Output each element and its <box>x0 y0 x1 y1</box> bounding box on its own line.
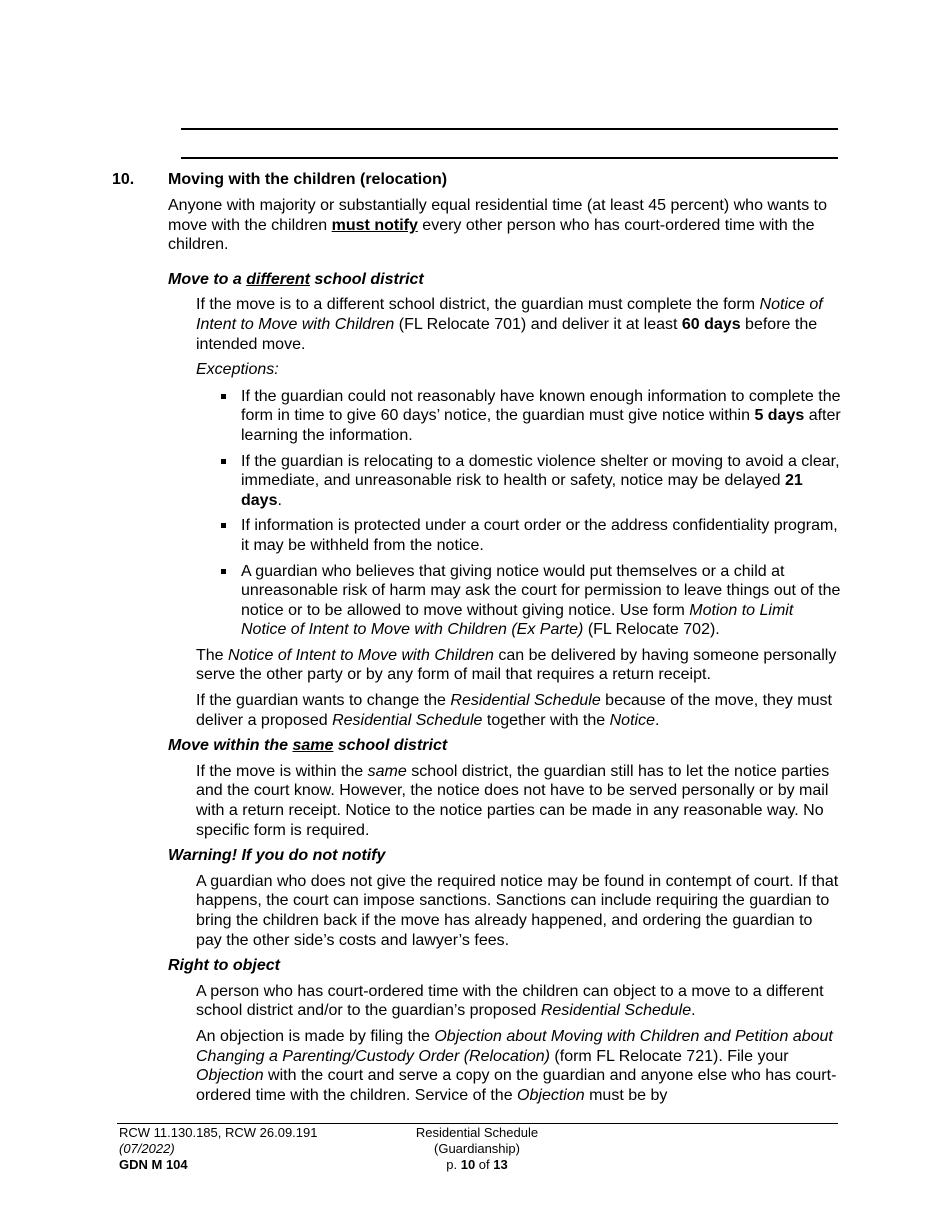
schedule-paragraph <box>196 691 842 730</box>
text: together with the <box>482 711 610 729</box>
delivery-paragraph <box>196 646 842 685</box>
list-item <box>241 562 842 640</box>
text: because of the move, they must deliver a proposed <box>196 692 832 729</box>
form-name: Objection <box>196 1067 264 1085</box>
page-footer <box>117 1123 838 1172</box>
text: . <box>691 1002 696 1020</box>
form-name: Objection about Moving with Children and Petition about Changing a Parenting/Custody Order (Relocation) <box>196 1027 833 1065</box>
section-number: 10. <box>112 171 135 188</box>
text: before the intended move. <box>196 315 818 353</box>
intro-paragraph <box>168 196 842 255</box>
exceptions-label: Exceptions: <box>196 361 279 379</box>
bullet-square-icon <box>221 459 226 464</box>
footer-doc-subtitle: (Guardianship) <box>434 1141 520 1156</box>
text: If the guardian could not reasonably have known enough information to complete the form in time to give 60 days’ notice, the guardian must give notice within <box>241 387 841 425</box>
text: . <box>277 491 282 509</box>
footer-left <box>119 1125 317 1173</box>
form-name: Residential Schedule <box>540 1002 692 1020</box>
footer-center <box>407 1125 547 1173</box>
text: must be by <box>584 1086 668 1104</box>
total-pages: 13 <box>493 1157 508 1172</box>
subheading-right-to-object: Right to object <box>168 957 280 975</box>
subheading-text: Move to a <box>168 270 247 288</box>
text: . <box>654 711 660 729</box>
bullet-square-icon <box>221 394 226 399</box>
text: of <box>475 1157 494 1172</box>
list-item <box>241 516 842 555</box>
footer-form-id: GDN M 104 <box>119 1157 188 1172</box>
subheading-different-district <box>168 270 842 290</box>
exceptions-list <box>241 387 842 640</box>
text: A person who has court-ordered time with the children can object to a move to a different school district and/or to the guardian’s proposed <box>196 982 824 1020</box>
text: If the guardian is relocating to a domestic violence shelter or moving to avoid a clear, immediate, and unreasonable risk to health or safety, notice may be delayed <box>241 452 840 490</box>
footer-page-number <box>407 1157 547 1173</box>
text: A guardian who believes that giving notice would put themselves or a child at unreasonable risk of harm may ask the court for permission to leave things out of the notice or to be allowed to move without giving notice. Use form <box>241 562 841 619</box>
subheading-text-end: school district <box>333 737 448 755</box>
same-emphasis: same <box>367 762 407 780</box>
different-district-paragraph <box>196 295 842 354</box>
text: (FL Relocate 702). <box>583 621 720 639</box>
text: with the court and serve a copy on the guardian and anyone else who has court-ordered time with the children. Service of the <box>196 1067 837 1104</box>
current-page: 10 <box>460 1157 476 1172</box>
form-name: Notice of Intent to Move with Children <box>196 296 823 333</box>
footer-statutes: RCW 11.130.185, RCW 26.09.191 <box>119 1125 318 1140</box>
text: If information is protected under a court order or the address confidentiality program, it may be withheld from the notice. <box>241 517 838 554</box>
subheading-warning: Warning! If you do not notify <box>168 847 386 865</box>
text: If the move is within the <box>196 762 368 780</box>
text: If the guardian wants to change the <box>196 692 451 710</box>
list-item <box>241 387 842 446</box>
text: p. <box>446 1157 461 1172</box>
text: An objection is made by filing the <box>196 1027 435 1045</box>
form-name: Residential Schedule <box>332 711 483 729</box>
text: can be delivered by having someone personally serve the other party or by any form of mail that requires a return receipt. <box>196 646 837 684</box>
form-name: Notice <box>609 711 655 729</box>
object-paragraph-2 <box>196 1027 842 1105</box>
subheading-text-end: school district <box>309 270 424 288</box>
section-heading <box>112 170 842 190</box>
section-title: Moving with the children (relocation) <box>168 171 448 188</box>
blank-line-1 <box>181 128 838 130</box>
footer-doc-title: Residential Schedule <box>415 1125 539 1140</box>
subheading-same-district <box>168 736 842 756</box>
text: If the move is to a different school district, the guardian must complete the form <box>196 296 760 314</box>
section-relocation <box>112 170 842 1105</box>
footer-date: (07/2022) <box>119 1141 175 1156</box>
subheading-underlined: same <box>292 737 334 755</box>
form-name: Objection <box>517 1086 585 1104</box>
intro-text: Anyone with majority or substantially equal residential time (at least 45 percent) who wants to move with the children <box>168 197 827 234</box>
same-district-paragraph <box>196 762 842 840</box>
bullet-square-icon <box>221 523 226 528</box>
form-name: Motion to Limit Notice of Intent to Move with Children (Ex Parte) <box>241 601 794 639</box>
text: The <box>196 646 229 664</box>
blank-line-2 <box>181 157 838 159</box>
warning-paragraph: A guardian who does not give the required notice may be found in contempt of court. If that happens, the court can impose sanctions. Sanctions can include requiring the guardian to bring the children back if the move has already happened, and ordering the guardian to pay the other side’s costs and lawyer’s fees. <box>196 872 839 949</box>
text: after learning the information. <box>241 407 841 444</box>
form-name: Notice of Intent to Move with Children <box>228 646 494 664</box>
text: (form FL Relocate 721). File your <box>549 1047 789 1065</box>
deadline-emphasis: 21 days <box>241 472 803 509</box>
form-name: Residential Schedule <box>450 692 601 710</box>
object-paragraph-1 <box>196 982 842 1021</box>
text: (FL Relocate 701) and deliver it at least <box>394 315 682 333</box>
subheading-underlined: different <box>246 270 310 288</box>
must-notify-emphasis: must notify <box>331 216 418 234</box>
text: school district, the guardian still has to let the notice parties and the court know. However, the notice does not have to be served personally or by mail with a return receipt. Notice to the notice parties can be made in any reasonable way. No specific form is required. <box>196 762 830 839</box>
list-item <box>241 452 842 511</box>
intro-text-end: every other person who has court-ordered time with the children. <box>168 216 815 254</box>
subheading-text: Move within the <box>168 737 293 755</box>
deadline-emphasis: 5 days <box>754 407 805 425</box>
deadline-emphasis: 60 days <box>681 315 741 333</box>
bullet-square-icon <box>221 569 226 574</box>
